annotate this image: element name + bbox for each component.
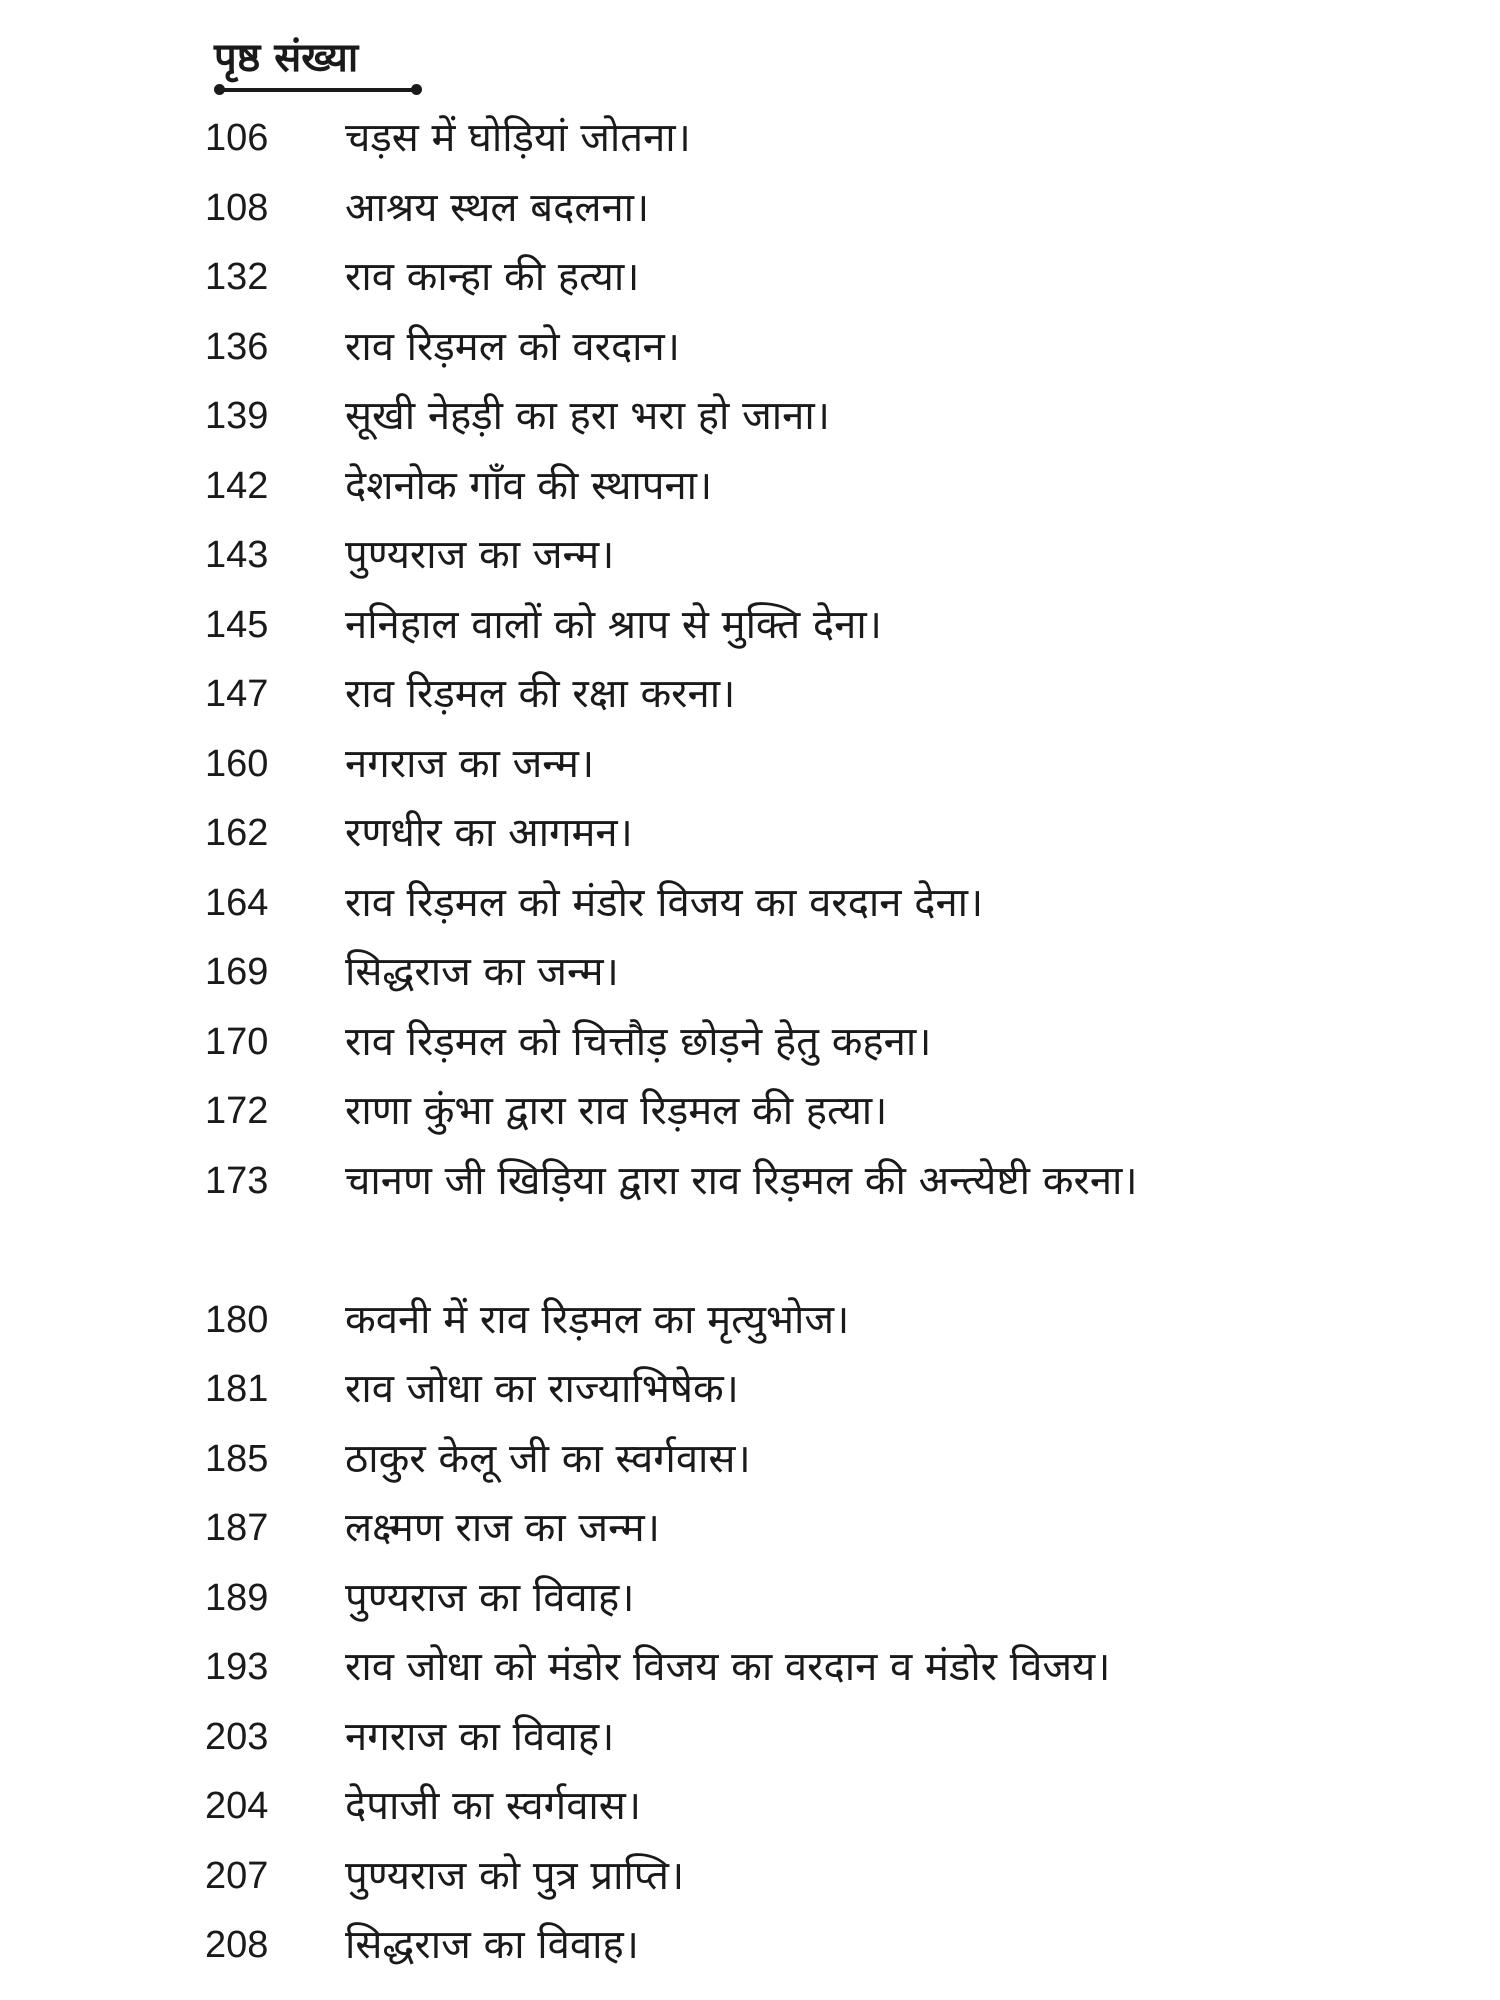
list-item [205,595,1355,665]
page-number: 106 [205,117,269,159]
list-item [205,873,1355,943]
list-item [205,1568,1355,1638]
event-text: पुण्यराज का जन्म। [345,532,615,578]
page-number: 170 [205,1020,269,1063]
list-item [205,1637,1355,1707]
event-text: राव रिड़मल को मंडोर विजय का वरदान देना। [345,879,984,926]
page-number: 139 [205,395,269,437]
list-item [205,178,1355,248]
page-number: 181 [205,1368,269,1410]
event-text: सिद्धराज का विवाह। [345,1922,639,1968]
list-item [205,525,1355,595]
list-item [205,317,1355,387]
page-number: 180 [205,1298,269,1341]
event-text: राव रिड़मल को चित्तौड़ छोड़ने हेतु कहना। [345,1018,932,1065]
list-item [205,1151,1355,1290]
page-number: 173 [205,1159,269,1202]
event-text: सिद्धराज का जन्म। [345,949,619,995]
list-item [205,1707,1355,1777]
page-number: 145 [205,603,269,646]
event-list [205,108,1355,1985]
list-item [205,456,1355,526]
event-text: रणधीर का आगमन। [345,810,633,856]
heading-underline [218,88,418,92]
page-heading: पृष्ठ संख्या [214,35,359,81]
event-text: सूखी नेहड़ी का हरा भरा हो जाना। [345,393,830,439]
list-item [205,1776,1355,1846]
list-item [205,1081,1355,1151]
event-text: चड़स में घोड़ियां जोतना। [345,115,691,161]
page-number: 187 [205,1507,269,1549]
page-number: 162 [205,812,269,854]
event-text: राणा कुंभा द्वारा राव रिड़मल की हत्या। [345,1088,888,1134]
event-text: राव जोधा का राज्याभिषेक। [345,1366,739,1412]
page-number: 204 [205,1785,269,1827]
event-text: ठाकुर केलू जी का स्वर्गवास। [345,1435,751,1482]
page-number: 193 [205,1646,269,1688]
page-number: 169 [205,951,269,993]
page-number: 136 [205,325,269,368]
list-item [205,1429,1355,1499]
list-item [205,1012,1355,1082]
page-number: 189 [205,1576,269,1619]
list-item [205,734,1355,804]
event-text: नगराज का जन्म। [345,740,595,787]
event-text: राव रिड़मल की रक्षा करना। [345,671,736,717]
event-text: राव कान्हा की हत्या। [345,254,640,300]
event-text: पुण्यराज को पुत्र प्राप्ति। [345,1852,685,1899]
page-number: 108 [205,186,269,229]
event-text: देपाजी का स्वर्गवास। [345,1783,641,1829]
list-item [205,386,1355,456]
list-item [205,1290,1355,1360]
list-item [205,1846,1355,1916]
event-text: नगराज का विवाह। [345,1713,615,1760]
event-text: देशनोक गाँव की स्थापना। [345,462,713,509]
list-item [205,942,1355,1012]
event-text: ननिहाल वालों को श्राप से मुक्ति देना। [345,601,882,648]
page-heading-block [214,30,424,100]
page-number: 172 [205,1090,269,1132]
event-text: लक्ष्मण राज का जन्म। [345,1505,660,1551]
list-item [205,1498,1355,1568]
page-number: 164 [205,881,269,924]
page-number: 142 [205,464,269,507]
page-number: 203 [205,1715,269,1758]
list-item [205,108,1355,178]
event-text: राव रिड़मल को वरदान। [345,323,680,370]
list-item [205,247,1355,317]
event-text: चानण जी खिड़िया द्वारा राव रिड़मल की अन्त्येष्टी करना। [345,1157,1138,1204]
page-number: 185 [205,1437,269,1480]
event-text: राव जोधा को मंडोर विजय का वरदान व मंडोर विजय। [345,1644,1111,1690]
list-item [205,803,1355,873]
page-number: 160 [205,742,269,785]
page-number: 208 [205,1924,269,1966]
list-item [205,1359,1355,1429]
page-number: 132 [205,256,269,298]
event-text: पुण्यराज का विवाह। [345,1574,635,1621]
page-number: 143 [205,534,269,576]
page-number: 207 [205,1854,269,1897]
list-item [205,1915,1355,1985]
list-item [205,664,1355,734]
page-number: 147 [205,673,269,715]
event-text: आश्रय स्थल बदलना। [345,184,650,231]
event-text: कवनी में राव रिड़मल का मृत्युभोज। [345,1296,850,1343]
